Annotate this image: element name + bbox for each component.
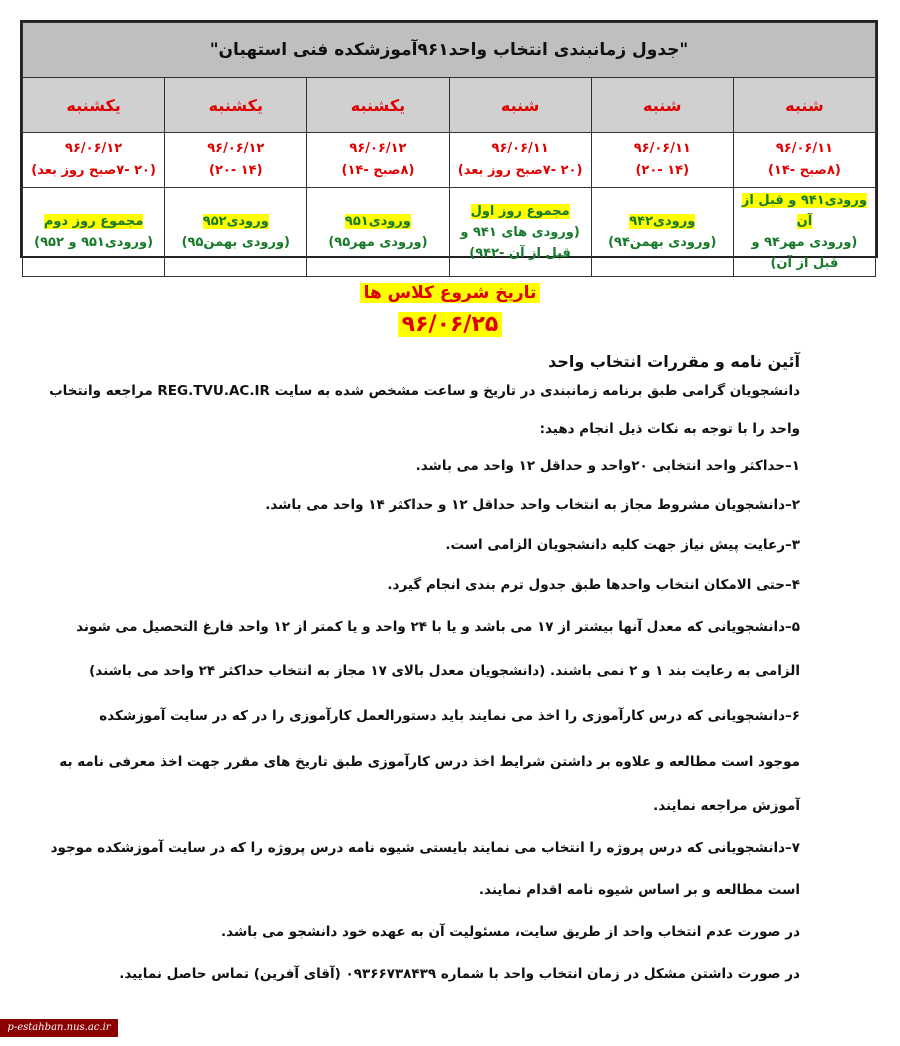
- group-cell: [307, 188, 449, 277]
- date: ۹۶/۰۶/۱۲: [207, 141, 265, 156]
- time-range: (۱۴ -۲۰): [635, 163, 690, 178]
- time-range: (۲۰ -۷صبح روز بعد): [31, 163, 156, 178]
- rules-line: دانشجویان گرامی طبق برنامه زمانبندی در تاریخ و ساعت مشخص شده به سایت REG.TVU.AC.IR مراجعه وانتخاب: [49, 383, 800, 399]
- group-sub: (ورودی۹۵۱ و ۹۵۲): [34, 235, 154, 250]
- rules-line: ۵–دانشجویانی که معدل آنها بیشتر از ۱۷ می باشد و یا با ۲۴ واحد و یا کمتر از ۱۲ واحد فارغ التحصیل می شوند: [76, 619, 800, 635]
- group-cell: [733, 188, 875, 277]
- group-main: مجموع روز اول: [470, 203, 570, 219]
- day-header: یکشنبه: [307, 78, 449, 133]
- date-cell: [733, 133, 875, 188]
- date: ۹۶/۰۶/۱۲: [349, 141, 407, 156]
- time-range: (۱۴ -۲۰): [209, 163, 263, 178]
- day-header: شنبه: [591, 78, 733, 133]
- schedule-title: "جدول زمانبندی انتخاب واحد۹۶۱آموزشکده فنی استهبان": [23, 23, 876, 78]
- date-cell: [591, 133, 733, 188]
- rules-line: ۲–دانشجویان مشروط مجاز به انتخاب واحد حداقل ۱۲ و حداکثر ۱۴ واحد می باشد.: [265, 497, 800, 513]
- rules-line: واحد را با توجه به نکات ذیل انجام دهید:: [539, 421, 800, 437]
- group-sub: (ورودی های ۹۴۱ و قبل از آن -۹۴۲): [460, 224, 580, 261]
- rules-line: ۷–دانشجویانی که درس پروژه را انتخاب می نمایند بایستی شیوه نامه درس پروژه را که در سایت آموزشکده موجود: [50, 840, 800, 856]
- group-main: ورودی۹۴۱ و قبل از آن: [741, 193, 867, 229]
- date: ۹۶/۰۶/۱۱: [775, 141, 833, 156]
- group-cell: [591, 188, 733, 277]
- group-main: مجموع روز دوم: [43, 214, 144, 229]
- rules-line: ۴–حتی الامکان انتخاب واحدها طبق جدول ترم بندی انجام گیرد.: [387, 577, 800, 593]
- day-header: یکشنبه: [165, 78, 307, 133]
- rules-line: آموزش مراجعه نمایند.: [653, 798, 800, 814]
- group-sub: (ورودی مهر۹۵): [328, 235, 428, 250]
- day-header: یکشنبه: [23, 78, 165, 133]
- day-header: شنبه: [733, 78, 875, 133]
- group-cell: [165, 188, 307, 277]
- schedule-table: [20, 20, 878, 271]
- group-sub: (ورودی بهمن۹۵): [181, 235, 290, 250]
- group-main: ورودی۹۴۲: [629, 214, 696, 229]
- date-cell: [23, 133, 165, 188]
- group-main: ورودی۹۵۱: [344, 214, 411, 229]
- time-range: (۸صبح -۱۴): [341, 163, 415, 178]
- group-sub: (ورودی مهر۹۴ و قبل از آن): [751, 235, 858, 271]
- group-cell: [449, 188, 591, 277]
- rules-section: [49, 352, 800, 995]
- rules-line: ۳–رعایت پیش نیاز جهت کلیه دانشجویان الزامی است.: [445, 537, 800, 553]
- time-range: (۲۰ -۷صبح روز بعد): [457, 163, 583, 178]
- rules-line: ۱–حداکثر واحد انتخابی ۲۰واحد و حداقل ۱۲ واحد می باشد.: [415, 458, 800, 474]
- time-range: (۸صبح -۱۴): [767, 163, 841, 178]
- date: ۹۶/۰۶/۱۱: [633, 141, 691, 156]
- date-cell: [307, 133, 449, 188]
- group-cell: [23, 188, 165, 277]
- rules-title: آئین نامه و مقررات انتخاب واحد: [548, 352, 800, 371]
- rules-line: موجود است مطالعه و علاوه بر داشتن شرایط اخذ درس کارآموزی طبق تاریخ های مقرر جهت اخذ معرفی نامه به: [59, 754, 800, 770]
- day-header: شنبه: [449, 78, 591, 133]
- class-start-label: تاریخ شروع کلاس ها: [0, 283, 900, 303]
- date-cell: [449, 133, 591, 188]
- rules-line: ۶–دانشجویانی که درس کارآموزی را اخذ می نمایند باید دستورالعمل کارآموزی را در که در سایت آموزشکده: [99, 708, 800, 724]
- date: ۹۶/۰۶/۱۱: [491, 141, 549, 156]
- rules-line: در صورت عدم انتخاب واحد از طریق سایت، مسئولیت آن به عهده خود دانشجو می باشد.: [221, 924, 800, 940]
- group-main: ورودی۹۵۲: [202, 214, 269, 229]
- date: ۹۶/۰۶/۱۲: [65, 141, 123, 156]
- rules-line: الزامی به رعایت بند ۱ و ۲ نمی باشند. (دانشجویان معدل بالای ۱۷ مجاز به انتخاب حداکثر ۲۴ واحد می باشند): [89, 663, 800, 679]
- group-sub: (ورودی بهمن۹۴): [608, 235, 717, 250]
- class-start-date: ۹۶/۰۶/۲۵: [0, 312, 900, 337]
- rules-line: در صورت داشتن مشکل در زمان انتخاب واحد با شماره ۰۹۳۶۶۷۳۸۴۳۹ (آقای آفرین) تماس حاصل نمایید.: [119, 966, 800, 982]
- site-watermark: p-estahban.nus.ac.ir: [0, 1019, 118, 1037]
- rules-line: است مطالعه و بر اساس شیوه نامه اقدام نمایند.: [478, 882, 800, 898]
- date-cell: [165, 133, 307, 188]
